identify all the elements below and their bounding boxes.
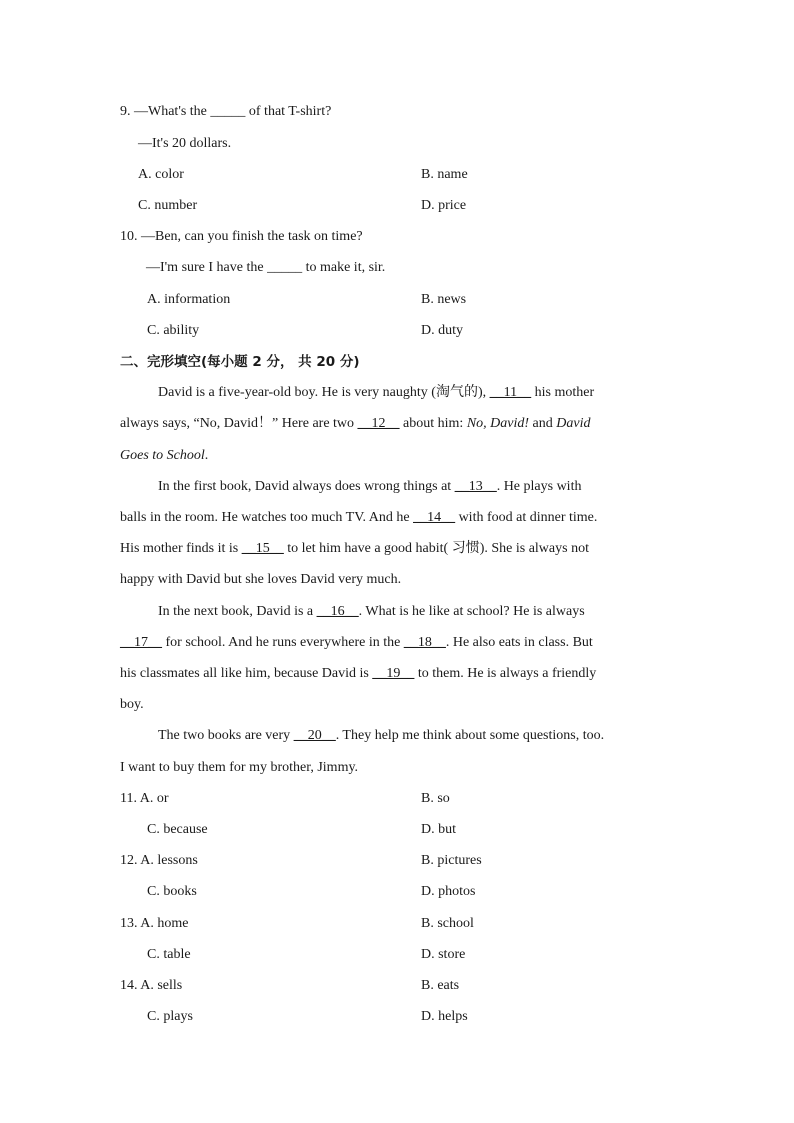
passage-p4-line2: I want to buy them for my brother, Jimmy.: [120, 760, 359, 775]
q9-option-b: B. name: [421, 167, 468, 182]
blank-16: __16__: [316, 604, 359, 619]
q11-option-d: D. but: [421, 822, 456, 837]
passage-text: .: [204, 448, 209, 463]
blank-15: __15__: [241, 541, 284, 556]
passage-text: with food at dinner time.: [458, 510, 598, 525]
passage-p3-line2: [120, 634, 593, 652]
q9-option-a: A. color: [138, 167, 184, 182]
q13-option-a: 13. A. home: [120, 916, 189, 931]
passage-text: always says, “No, David！” Here are two: [120, 416, 355, 431]
q10-reply: —I'm sure I have the _____ to make it, sir.: [146, 260, 386, 275]
passage-p2-line1: [158, 478, 581, 496]
book-title-2-part2: Goes to School: [120, 448, 205, 463]
blank-14: __14__: [413, 510, 456, 525]
q9-reply: —It's 20 dollars.: [138, 136, 232, 151]
passage-text: . What is he like at school? He is always: [358, 604, 585, 619]
q10-option-b: B. news: [421, 292, 467, 307]
passage-text: . He plays with: [496, 479, 582, 494]
passage-p2-line3: [120, 540, 589, 558]
passage-p1-line3: [120, 447, 208, 465]
passage-text: his classmates all like him, because David is: [120, 666, 369, 681]
passage-text: balls in the room. He watches too much TV. And he: [120, 510, 410, 525]
passage-p1-line1: [158, 384, 594, 402]
passage-text: about him:: [403, 416, 464, 431]
q14-option-c: C. plays: [147, 1009, 193, 1024]
passage-text: for school. And he runs everywhere in the: [165, 635, 401, 650]
book-title-2-part1: David: [556, 416, 591, 431]
passage-p2-line2: [120, 509, 597, 527]
passage-text: . He also eats in class. But: [445, 635, 593, 650]
passage-text: and: [532, 416, 553, 431]
q9-stem: 9. —What's the _____ of that T-shirt?: [120, 104, 332, 119]
passage-text: to let him have a good habit( 习惯). She is always not: [287, 541, 589, 556]
passage-text: David is a five-year-old boy. He is very naughty (淘气的),: [158, 385, 487, 400]
passage-text: to them. He is always a friendly: [417, 666, 597, 681]
q11-option-a: 11. A. or: [120, 791, 169, 806]
q14-option-d: D. helps: [421, 1009, 468, 1024]
q11-option-c: C. because: [147, 822, 208, 837]
passage-p1-line2: [120, 415, 590, 433]
blank-20: __20__: [293, 728, 336, 743]
q10-option-d: D. duty: [421, 323, 463, 338]
q12-option-b: B. pictures: [421, 853, 482, 868]
q14-option-a: 14. A. sells: [120, 978, 183, 993]
q10-option-a: A. information: [147, 292, 231, 307]
book-title-1: No, David!: [466, 416, 530, 431]
q11-option-b: B. so: [421, 791, 450, 806]
blank-12: __12__: [357, 416, 400, 431]
q10-option-c: C. ability: [147, 323, 200, 338]
blank-13: __13__: [454, 479, 497, 494]
passage-text: His mother finds it is: [120, 541, 239, 556]
passage-p3-line1: [158, 603, 585, 621]
passage-text: his mother: [534, 385, 595, 400]
q10-stem: 10. —Ben, can you finish the task on time?: [120, 229, 363, 244]
section-heading: 二、完形填空(每小题 2 分， 共 20 分): [120, 354, 360, 370]
passage-text: In the next book, David is a: [158, 604, 314, 619]
q9-option-c: C. number: [138, 198, 198, 213]
q9-option-d: D. price: [421, 198, 467, 213]
passage-text: . They help me think about some questions, too.: [335, 728, 605, 743]
q13-option-c: C. table: [147, 947, 191, 962]
q12-option-d: D. photos: [421, 884, 476, 899]
passage-p4-line1: [158, 727, 604, 745]
q12-option-a: 12. A. lessons: [120, 853, 198, 868]
passage-text: In the first book, David always does wrong things at: [158, 479, 452, 494]
q12-option-c: C. books: [147, 884, 197, 899]
blank-19: __19__: [372, 666, 415, 681]
blank-11: __11__: [489, 385, 532, 400]
passage-p3-line3: [120, 665, 596, 683]
q13-option-b: B. school: [421, 916, 474, 931]
q13-option-d: D. store: [421, 947, 466, 962]
blank-18: __18__: [403, 635, 446, 650]
passage-p2-line4: happy with David but she loves David very much.: [120, 572, 402, 587]
blank-17: __17__: [120, 635, 162, 650]
q14-option-b: B. eats: [421, 978, 460, 993]
passage-text: The two books are very: [158, 728, 291, 743]
passage-p3-line4: boy.: [120, 697, 144, 712]
